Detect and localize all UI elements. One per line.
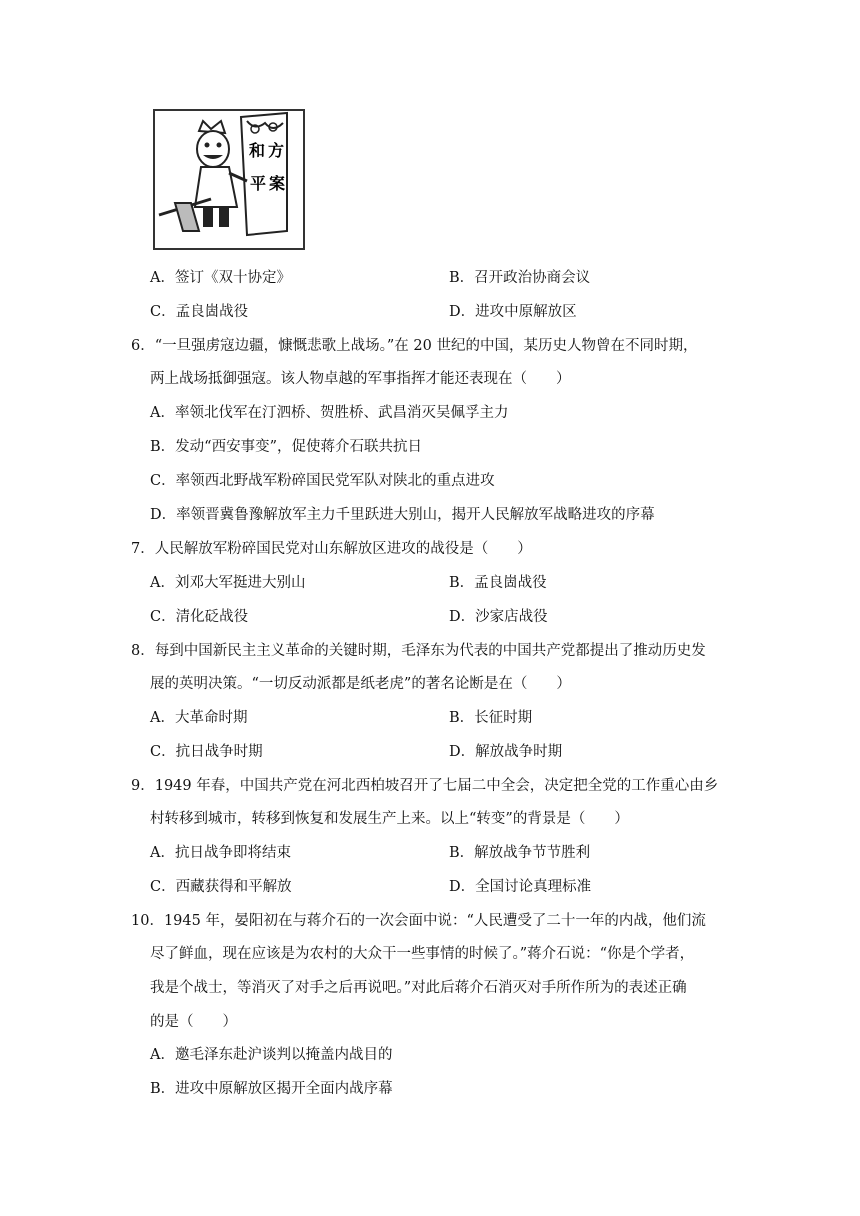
banner-char-4: 案 xyxy=(269,174,286,193)
q8-option-b: B．长征时期 xyxy=(449,710,533,726)
q6-stem-line2: 两上战场抵御强寇。该人物卓越的军事指挥才能还表现在（ ） xyxy=(150,371,571,387)
q6-stem-line1: 6．“一旦强虏寇边疆，慷慨悲歌上战场。”在 20 世纪的中国，某历史人物曾在不同时期， xyxy=(131,338,698,354)
q9-option-d: D．全国讨论真理标准 xyxy=(449,879,592,895)
q8-option-d: D．解放战争时期 xyxy=(449,744,563,760)
q10-stem-line3: 我是个战士，等消灭了对手之后再说吧。”对此后蒋介石消灭对手所作所为的表述正确 xyxy=(150,980,687,996)
banner-char-2: 方 xyxy=(268,141,285,160)
q7-option-d: D．沙家店战役 xyxy=(449,609,548,625)
q5-option-a: A．签订《双十协定》 xyxy=(150,270,291,286)
q9-option-b: B．解放战争节节胜利 xyxy=(449,845,591,861)
q8-stem-line2: 展的英明决策。“一切反动派都是纸老虎”的著名论断是在（ ） xyxy=(150,676,571,692)
q5-option-b: B．召开政治协商会议 xyxy=(449,270,591,286)
banner-char-3: 平 xyxy=(250,174,267,193)
q5-option-c: C．孟良崮战役 xyxy=(150,304,249,320)
q7-option-c: C．清化砭战役 xyxy=(150,609,249,625)
banner-char-1: 和 xyxy=(249,141,266,160)
q9-stem-line1: 9．1949 年春，中国共产党在河北西柏坡召开了七届二中全会，决定把全党的工作重心由乡 xyxy=(131,778,719,794)
q9-stem-line2: 村转移到城市，转移到恢复和发展生产上来。以上“转变”的背景是（ ） xyxy=(150,811,629,827)
q7-stem-line1: 7．人民解放军粉碎国民党对山东解放区进攻的战役是（ ） xyxy=(131,541,532,557)
q9-option-a: A．抗日战争即将结束 xyxy=(150,845,291,861)
q7-option-b: B．孟良崮战役 xyxy=(449,575,547,591)
q6-option-b: B．发动“西安事变”，促使蒋介石联共抗日 xyxy=(150,439,422,455)
q10-option-b: B．进攻中原解放区揭开全面内战序幕 xyxy=(150,1081,393,1097)
q10-stem-line4: 的是（ ） xyxy=(150,1014,237,1030)
q6-option-a: A．率领北伐军在汀泗桥、贺胜桥、武昌消灭吴佩孚主力 xyxy=(150,405,509,421)
q8-option-c: C．抗日战争时期 xyxy=(150,744,263,760)
q9-option-c: C．西藏获得和平解放 xyxy=(150,879,292,895)
cartoon-figure xyxy=(153,109,305,250)
q10-stem-line2: 尽了鲜血，现在应该是为农村的大众干一些事情的时候了。”蒋介石说：“你是个学者， xyxy=(150,946,695,962)
q5-option-d: D．进攻中原解放区 xyxy=(449,304,577,320)
q6-option-c: C．率领西北野战军粉碎国民党军队对陕北的重点进攻 xyxy=(150,473,495,489)
q6-option-d: D．率领晋冀鲁豫解放军主力千里跃进大别山，揭开人民解放军战略进攻的序幕 xyxy=(150,507,655,523)
cartoon-drawing xyxy=(155,111,303,248)
q10-stem-line1: 10．1945 年，晏阳初在与蒋介石的一次会面中说：“人民遭受了二十一年的内战，他们流 xyxy=(131,913,706,929)
q7-option-a: A．刘邓大军挺进大别山 xyxy=(150,575,306,591)
q8-stem-line1: 8．每到中国新民主主义革命的关键时期，毛泽东为代表的中国共产党都提出了推动历史发 xyxy=(131,643,706,659)
q10-option-a: A．邀毛泽东赴沪谈判以掩盖内战目的 xyxy=(150,1047,393,1063)
q8-option-a: A．大革命时期 xyxy=(150,710,248,726)
